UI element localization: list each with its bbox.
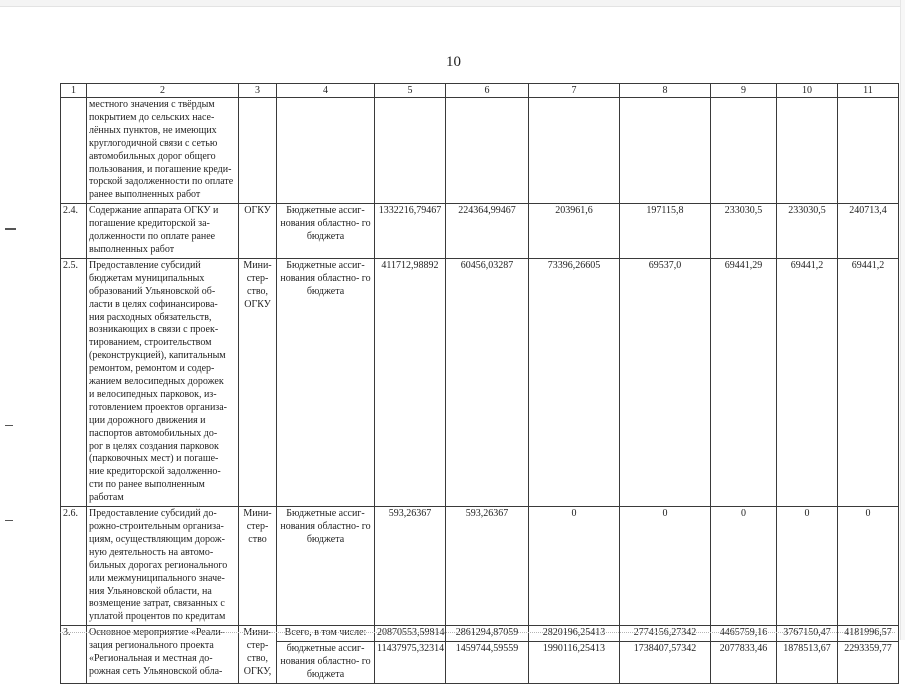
- amount-regional: 1990116,25413: [529, 641, 619, 656]
- margin-mark: [5, 520, 13, 521]
- activity-name-line: Основное мероприятие «Реали-: [89, 627, 225, 639]
- funding-source: [277, 626, 375, 684]
- executor: [239, 98, 277, 204]
- column-header: 10: [777, 84, 838, 98]
- activity-name-line: ремонтом, ремонтом и содер-: [89, 363, 215, 375]
- table-row: [61, 507, 899, 626]
- activity-name: [87, 258, 239, 506]
- amount-regional: 11437975,32314: [377, 643, 445, 655]
- activity-name-line: автомобильных дорог общего: [89, 150, 216, 162]
- activity-name-line: циям, осуществляющим дорож-: [89, 533, 225, 545]
- amount-cell: 0: [838, 507, 899, 626]
- column-header: 5: [375, 84, 446, 98]
- column-header: 11: [838, 84, 899, 98]
- column-header: 2: [87, 84, 239, 98]
- activity-name-line: Предоставление субсидий: [89, 259, 201, 271]
- amount-total: 4465759,16: [719, 627, 768, 639]
- table-row: [61, 626, 899, 684]
- row-number: 2.5.: [61, 258, 87, 506]
- amount-cell: 593,26367: [375, 507, 446, 626]
- amount-total: 4181996,57: [844, 627, 892, 639]
- activity-name-line: лённых пунктов, не имеющих: [89, 124, 217, 136]
- margin-mark: [5, 228, 16, 230]
- amount-cell: 233030,5: [711, 204, 777, 259]
- table-header-row: [61, 84, 899, 98]
- amount-cell: 411712,98892: [375, 258, 446, 506]
- activity-name-line: готовлением проектов организа-: [89, 401, 228, 413]
- amount-regional: 2293359,77: [838, 641, 898, 656]
- budget-table: [60, 83, 899, 684]
- activity-name-line: работам: [89, 492, 124, 504]
- activity-name-line: образований Ульяновской об-: [89, 285, 216, 297]
- funding-source: Бюджетные ассиг- нования областно- го бюджета: [277, 204, 375, 259]
- row-number: 2.6.: [61, 507, 87, 626]
- amount-cell: [529, 98, 620, 204]
- amount-cell: 0: [777, 507, 838, 626]
- amount-cell: 73396,26605: [529, 258, 620, 506]
- amount-cell: 240713,4: [838, 204, 899, 259]
- activity-name: [87, 204, 239, 259]
- executor: ОГКУ: [239, 204, 277, 259]
- executor: Мини- стер- ство, ОГКУ,: [239, 626, 277, 684]
- activity-name: [87, 98, 239, 204]
- row-number: 3.: [61, 626, 87, 684]
- activity-name-line: ную деятельность на автомо-: [89, 546, 214, 558]
- amount-cell: [777, 98, 838, 204]
- activity-name-line: рожная сеть Ульяновской обла-: [89, 665, 223, 677]
- activity-name-line: сти по ранее выполненным: [89, 479, 205, 491]
- amount-cell: 197115,8: [620, 204, 711, 259]
- activity-name: [87, 626, 239, 684]
- activity-name-line: бюджетам муниципальных: [89, 272, 205, 284]
- amount-regional: 2077833,46: [711, 641, 776, 656]
- activity-name-line: ласти в целях софинансирова-: [89, 298, 218, 310]
- column-header: 9: [711, 84, 777, 98]
- amount-cell: [838, 626, 899, 684]
- page-bottom-rule: [60, 632, 895, 633]
- activity-name-line: ние кредиторской задолженно-: [89, 466, 221, 478]
- amount-cell: 69441,29: [711, 258, 777, 506]
- executor: Мини- стер- ство: [239, 507, 277, 626]
- column-header: 4: [277, 84, 375, 98]
- amount-cell: [620, 98, 711, 204]
- amount-regional: 1878513,67: [777, 641, 837, 656]
- activity-name-line: бильных дорогах регионального: [89, 559, 228, 571]
- column-header: 6: [446, 84, 529, 98]
- amount-total: 3767150,47: [783, 627, 831, 639]
- scan-edge-right: [900, 0, 905, 640]
- amount-cell: [375, 626, 446, 684]
- amount-cell: [711, 98, 777, 204]
- row-number: [61, 98, 87, 204]
- amount-cell: 233030,5: [777, 204, 838, 259]
- activity-name-line: торской задолженности по оплате: [89, 176, 234, 188]
- activity-name-line: ния Ульяновской области, на: [89, 585, 212, 597]
- table-row: [61, 204, 899, 259]
- activity-name-line: (парковочных мест) и погаше-: [89, 453, 219, 465]
- activity-name-line: (реконструкцией), капитальным: [89, 350, 226, 362]
- amount-cell: [446, 98, 529, 204]
- amount-cell: [529, 626, 620, 684]
- amount-cell: 593,26367: [446, 507, 529, 626]
- amount-cell: 69441,2: [777, 258, 838, 506]
- funding-source: Бюджетные ассиг- нования областно- го бюджета: [277, 258, 375, 506]
- activity-name-line: зация регионального проекта: [89, 640, 214, 652]
- activity-name-line: ранее выполненных работ: [89, 189, 201, 201]
- amount-cell: 0: [620, 507, 711, 626]
- executor: Мини- стер- ство, ОГКУ: [239, 258, 277, 506]
- funding-source: Бюджетные ассиг- нования областно- го бюджета: [277, 507, 375, 626]
- amount-cell: 203961,6: [529, 204, 620, 259]
- activity-name-line: и велосипедных парковок, из-: [89, 388, 217, 400]
- amount-cell: [620, 626, 711, 684]
- funding-source-total: Всего, в том числе:: [284, 627, 367, 639]
- funding-source: [277, 98, 375, 204]
- amount-cell: [711, 626, 777, 684]
- amount-cell: 60456,03287: [446, 258, 529, 506]
- activity-name-line: «Региональная и местная до-: [89, 653, 213, 665]
- activity-name-line: погашение кредиторской за-: [89, 218, 210, 230]
- amount-total: 2820196,25413: [542, 627, 606, 639]
- page-number: 10: [446, 54, 461, 70]
- column-header: 8: [620, 84, 711, 98]
- activity-name-line: долженности по оплате ранее: [89, 231, 216, 243]
- activity-name-line: или межмуниципального значе-: [89, 572, 225, 584]
- activity-name-line: рог в целях создания парковок: [89, 440, 219, 452]
- table-row: [61, 98, 899, 204]
- table-row: [61, 258, 899, 506]
- activity-name-line: Предоставление субсидий до-: [89, 508, 217, 520]
- amount-cell: 0: [711, 507, 777, 626]
- activity-name-line: возмещение затрат, связанных с: [89, 598, 225, 610]
- activity-name-line: ния расходных обязательств,: [89, 311, 212, 323]
- amount-regional: 1459744,59559: [446, 641, 528, 656]
- activity-name-line: пользования, и погашение креди-: [89, 163, 232, 175]
- activity-name-line: жанием велосипедных дорожек: [89, 376, 224, 388]
- activity-name-line: тированием, строительством: [89, 337, 212, 349]
- amount-cell: 69441,2: [838, 258, 899, 506]
- amount-cell: [375, 98, 446, 204]
- activity-name: [87, 507, 239, 626]
- activity-name-line: возникающих в связи с проек-: [89, 324, 219, 336]
- column-header: 1: [61, 84, 87, 98]
- amount-cell: 1332216,79467: [375, 204, 446, 259]
- activity-name-line: Содержание аппарата ОГКУ и: [89, 205, 219, 217]
- amount-cell: [777, 626, 838, 684]
- activity-name-line: местного значения с твёрдым: [89, 99, 215, 110]
- amount-regional: 1738407,57342: [620, 641, 710, 656]
- funding-source-regional: бюджетные ассиг- нования областно- го бюджета: [277, 641, 374, 682]
- amount-cell: 224364,99467: [446, 204, 529, 259]
- amount-cell: [838, 98, 899, 204]
- column-header: 7: [529, 84, 620, 98]
- activity-name-line: ции дорожного движения и: [89, 414, 206, 426]
- row-number: 2.4.: [61, 204, 87, 259]
- amount-total: 2774156,27342: [633, 627, 697, 639]
- scan-edge-top: [0, 0, 905, 7]
- amount-total: 20870553,59814: [377, 627, 445, 639]
- column-header: 3: [239, 84, 277, 98]
- activity-name-line: рожно-строительным организа-: [89, 521, 224, 532]
- amount-total: 2861294,87059: [455, 627, 519, 639]
- activity-name-line: покрытием до сельских насе-: [89, 111, 215, 123]
- activity-name-line: выполненных работ: [89, 243, 175, 255]
- amount-cell: 0: [529, 507, 620, 626]
- activity-name-line: уплатой процентов по кредитам: [89, 611, 226, 623]
- amount-cell: 69537,0: [620, 258, 711, 506]
- margin-mark: [5, 425, 13, 426]
- amount-cell: [446, 626, 529, 684]
- activity-name-line: круглогодичной связи с сетью: [89, 137, 218, 149]
- activity-name-line: паспортов автомобильных до-: [89, 427, 218, 439]
